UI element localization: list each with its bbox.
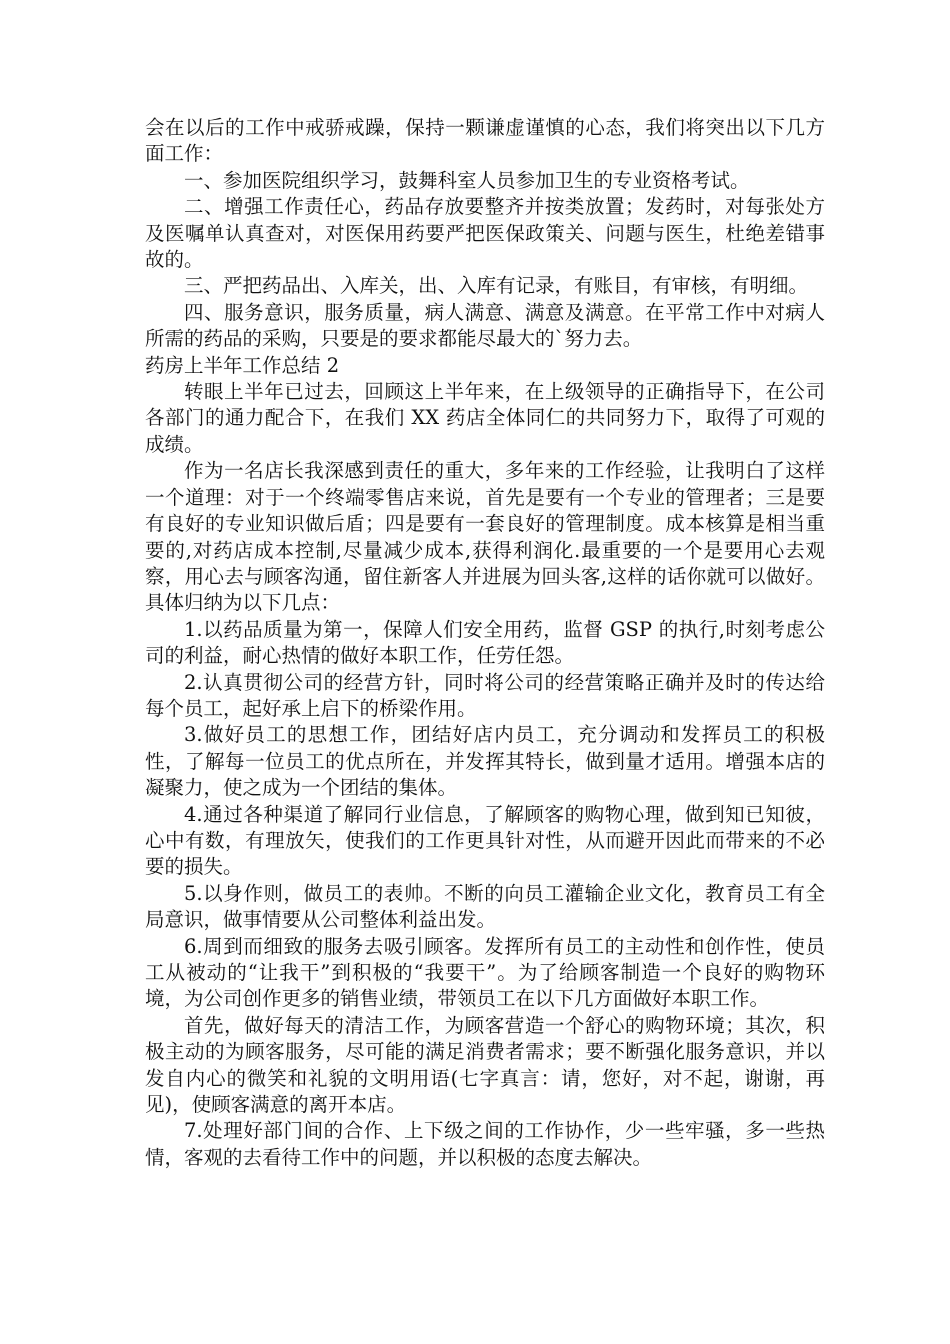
list-item-2: 2.认真贯彻公司的经营方针，同时将公司的经营策略正确并及时的传达给每个员工，起好承上启下的桥梁作用。 bbox=[145, 670, 825, 720]
paragraph-item-3: 三、严把药品出、入库关，出、入库有记录，有账目，有审核，有明细。 bbox=[184, 274, 809, 298]
paragraph-item-1: 一、参加医院组织学习，鼓舞科室人员参加卫生的专业资格考试。 bbox=[184, 168, 750, 192]
paragraph-item-4: 四、服务意识，服务质量，病人满意、满意及满意。在平常工作中对病人所需的药品的采购，只要是的要求都能尽最大的`努力去。 bbox=[145, 300, 825, 351]
paragraph-manager: 作为一名店长我深感到责任的重大，多年来的工作经验，让我明白了这样一个道理：对于一个终端零售店来说，首先是要有一个专业的管理者；三是要有良好的专业知识做后盾；四是要有一套良好的管理制度。成本核算是相当重要的,对药店成本控制,尽量减少成本,获得利润化.最重要的一个是要用心去观察，用心去与顾客沟通，留住新客人并进展为回头客,这样的话你就可以做好。具体归纳为以下几点： bbox=[145, 459, 825, 615]
list-item-6: 6.周到而细致的服务去吸引顾客。发挥所有员工的主动性和创作性，使员工从被动的“让我干”到积极的“我要干”。为了给顾客制造一个良好的购物环境，为公司创作更多的销售业绩，带领员工在以下几方面做好本职工作。 bbox=[145, 934, 825, 1011]
list-item-7: 7.处理好部门间的合作、上下级之间的工作协作，少一些牢骚，多一些热情，客观的去看待工作中的问题，并以积极的态度去解决。 bbox=[145, 1119, 825, 1169]
list-item-3: 3.做好员工的思想工作，团结好店内员工，充分调动和发挥员工的积极性，了解每一位员工的优点所在，并发挥其特长，做到量才适用。增强本店的凝聚力，使之成为一个团结的集体。 bbox=[145, 723, 825, 800]
paragraph-item-2: 二、增强工作责任心，药品存放要整齐并按类放置；发药时，对每张处方及医嘱单认真查对，对医保用药要严把医保政策关、问题与医生，杜绝差错事故的。 bbox=[145, 195, 825, 272]
list-item-4: 4.通过各种渠道了解同行业信息，了解顾客的购物心理，做到知已知彼，心中有数，有理放矢，使我们的工作更具针对性，从而避开因此而带来的不必要的损失。 bbox=[145, 802, 825, 879]
section-heading: 药房上半年工作总结 2 bbox=[145, 353, 340, 377]
list-item-1: 1.以药品质量为第一，保障人们安全用药，监督 GSP 的执行,时刻考虑公司的利益，耐心热情的做好本职工作，任劳任怨。 bbox=[145, 617, 825, 668]
document-body bbox=[145, 115, 825, 1171]
paragraph-intro: 转眼上半年已过去，回顾这上半年来，在上级领导的正确指导下，在公司各部门的通力配合下，在我们 XX 药店全体同仁的共同努力下，取得了可观的成绩。 bbox=[145, 380, 825, 456]
list-item-5: 5.以身作则，做员工的表帅。不断的向员工灌输企业文化，教育员工有全局意识，做事情要从公司整体利益出发。 bbox=[145, 881, 825, 932]
paragraph-service: 首先，做好每天的清洁工作，为顾客营造一个舒心的购物环境；其次，积极主动的为顾客服务，尽可能的满足消费者需求；要不断强化服务意识，并以发自内心的微笑和礼貌的文明用语(七字真言：请，您好，对不起，谢谢，再见)，使顾客满意的离开本店。 bbox=[145, 1013, 825, 1117]
paragraph-continuation: 会在以后的工作中戒骄戒躁，保持一颗谦虚谨慎的心态，我们将突出以下几方面工作： bbox=[145, 116, 825, 166]
